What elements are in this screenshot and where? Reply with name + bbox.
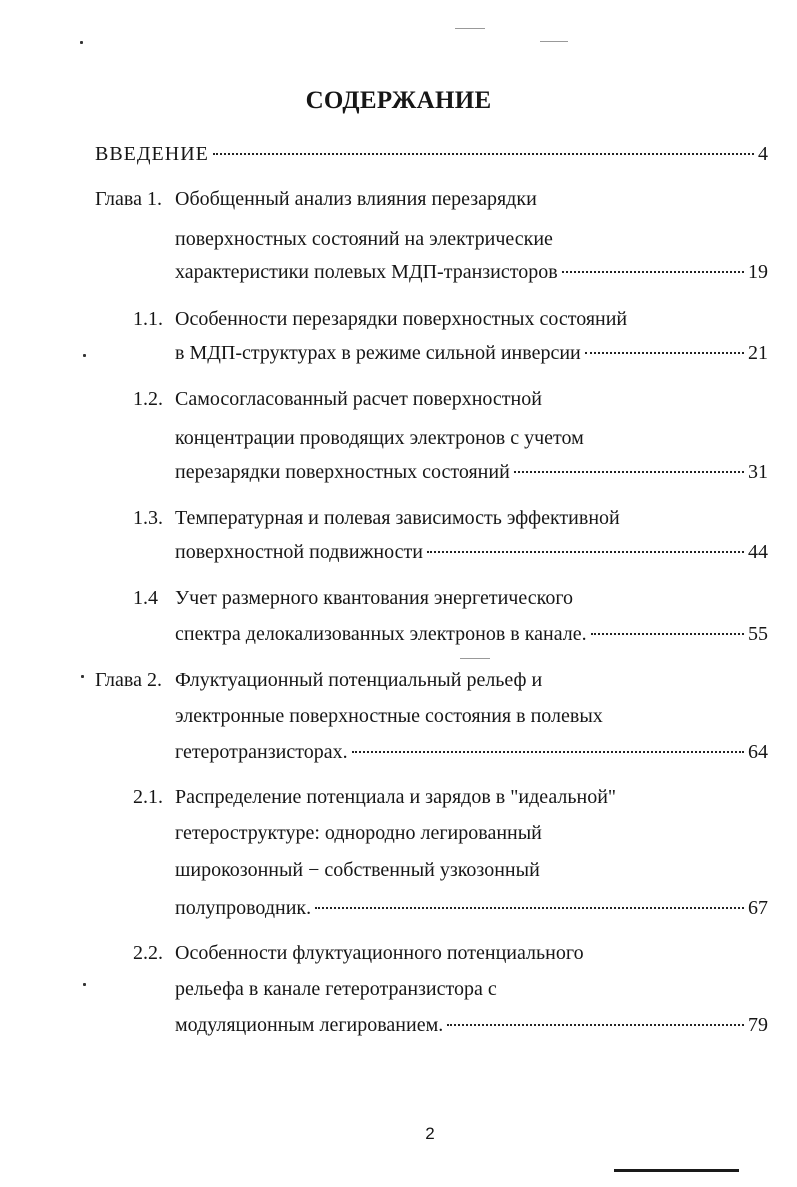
entry-number: 1.4	[133, 587, 158, 609]
entry-title-continued: концентрации проводящих электронов с учетом	[175, 427, 584, 449]
entry-title-continued: гетеротранзисторах.	[175, 741, 348, 763]
dot-leader	[213, 153, 754, 155]
toc-entry-section-2-1[interactable]	[133, 782, 768, 812]
entry-title: ВВЕДЕНИЕ	[95, 143, 209, 165]
bottom-rule	[614, 1169, 739, 1172]
entry-number: 1.1.	[133, 308, 163, 330]
dot-leader	[514, 471, 744, 473]
dot-leader	[585, 352, 744, 354]
scan-noise	[455, 28, 485, 29]
entry-page: 4	[758, 143, 768, 165]
toc-entry-section-1-2[interactable]	[133, 384, 768, 414]
entry-title: Учет размерного квантования энергетического	[175, 587, 574, 609]
scan-noise	[540, 41, 568, 42]
toc-entry-line	[175, 1010, 768, 1040]
entry-title: Распределение потенциала и зарядов в "идеальной"	[175, 786, 617, 808]
toc-entry-line	[175, 855, 768, 885]
entry-title-continued: в МДП-структурах в режиме сильной инверсии	[175, 342, 581, 364]
entry-title-continued: гетероструктуре: однородно легированный	[175, 822, 542, 844]
dot-leader	[427, 551, 744, 553]
entry-page: 67	[748, 897, 768, 919]
toc-entry-section-1-4[interactable]	[133, 583, 768, 613]
entry-title: Флуктуационный потенциальный рельеф и	[175, 669, 543, 691]
dot-leader	[447, 1024, 744, 1026]
entry-title-continued: полупроводник.	[175, 897, 312, 919]
scan-speck	[83, 983, 86, 986]
entry-title-continued: характеристики полевых МДП-транзисторов	[175, 261, 558, 283]
entry-title-continued: широкозонный − собственный узкозонный	[175, 859, 540, 881]
dot-leader	[591, 633, 744, 635]
entry-number: Глава 2.	[95, 669, 162, 691]
entry-title: Температурная и полевая зависимость эффективной	[175, 507, 620, 529]
entry-title-continued: поверхностных состояний на электрические	[175, 228, 553, 250]
dot-leader	[315, 907, 744, 909]
toc-entry-section-2-2[interactable]	[133, 938, 768, 968]
toc-entry-intro[interactable]	[95, 139, 768, 169]
entry-title: Особенности перезарядки поверхностных состояний	[175, 308, 628, 330]
toc-entry-line	[175, 537, 768, 567]
entry-page: 64	[748, 741, 768, 763]
entry-title: Особенности флуктуационного потенциального	[175, 942, 584, 964]
page-title: СОДЕРЖАНИЕ	[305, 87, 492, 114]
entry-page: 79	[748, 1014, 768, 1036]
toc-entry-section-1-3[interactable]	[133, 503, 768, 533]
scan-speck	[80, 41, 83, 44]
entry-page: 44	[748, 541, 768, 563]
entry-number: Глава 1.	[95, 188, 162, 210]
entry-number: 1.3.	[133, 507, 163, 529]
entry-number: 1.2.	[133, 388, 163, 410]
dot-leader	[562, 271, 744, 273]
toc-entry-chapter-1[interactable]	[95, 184, 768, 214]
entry-title-continued: электронные поверхностные состояния в полевых	[175, 705, 603, 727]
toc-entry-line	[175, 701, 768, 731]
entry-title-continued: модуляционным легированием.	[175, 1014, 444, 1036]
toc-entry-line	[175, 974, 768, 1004]
entry-page: 21	[748, 342, 768, 364]
toc-entry-line	[175, 619, 768, 649]
entry-title-continued: поверхностной подвижности	[175, 541, 423, 563]
entry-page: 19	[748, 261, 768, 283]
toc-entry-section-1-1[interactable]	[133, 304, 768, 334]
page-number: 2	[425, 1124, 435, 1143]
toc-entry-line	[175, 257, 768, 287]
toc-entry-line	[175, 818, 768, 848]
entry-page: 55	[748, 623, 768, 645]
entry-title: Обобщенный анализ влияния перезарядки	[175, 188, 537, 210]
entry-title-continued: спектра делокализованных электронов в канале.	[175, 623, 587, 645]
dot-leader	[352, 751, 744, 753]
scan-speck	[83, 354, 86, 357]
entry-title-continued: рельефа в канале гетеротранзистора с	[175, 978, 497, 1000]
toc-entry-line	[175, 893, 768, 923]
entry-number: 2.2.	[133, 942, 163, 964]
entry-page: 31	[748, 461, 768, 483]
scan-noise	[460, 658, 490, 659]
scan-speck	[81, 675, 84, 678]
entry-title-continued: перезарядки поверхностных состояний	[175, 461, 510, 483]
entry-title: Самосогласованный расчет поверхностной	[175, 388, 542, 410]
toc-entry-line	[175, 338, 768, 368]
toc-entry-line	[175, 224, 768, 254]
toc-entry-chapter-2[interactable]	[95, 665, 768, 695]
toc-entry-line	[175, 457, 768, 487]
toc-entry-line	[175, 423, 768, 453]
toc-entry-line	[175, 737, 768, 767]
entry-number: 2.1.	[133, 786, 163, 808]
